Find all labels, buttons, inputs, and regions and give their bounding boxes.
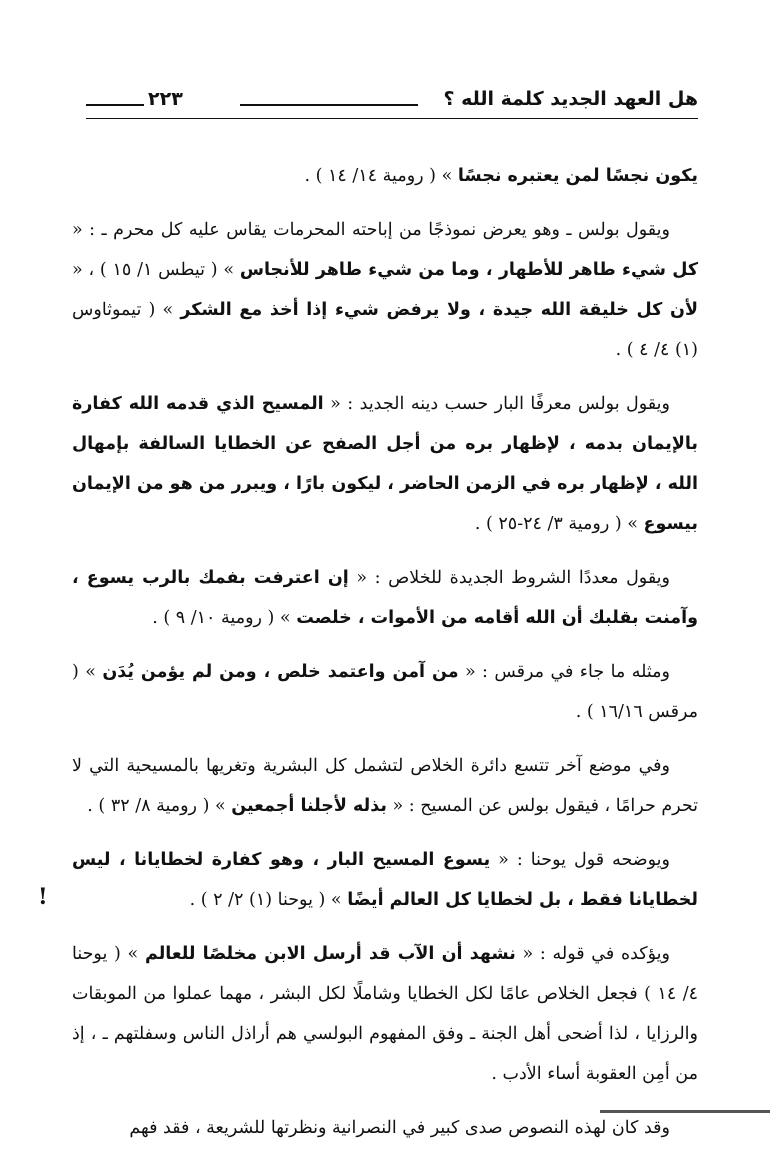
paragraph [72,210,698,370]
body-text-segment: » ( يوحنا ٤/ ١٤ ) فجعل الخلاص عامًا لكل الخطايا وشاملًا لكل البشر ، مهما عملوا من الموبقات والرزايا ، لذا أضحى أهل الجنة ـ وفق المفهوم البولسي هم أراذل الناس وسفلتهم ـ ، إذ من أمِن العقوبة أساء الأدب . [72,944,698,1084]
body-text-segment: ويؤكده في قوله : « [515,944,670,964]
header-rule [240,104,418,106]
body-text-segment: ومثله ما جاء في مرقس : « [458,662,670,682]
body-text-segment: » ( تيطس ١/ ١٥ ) ، « [72,260,240,280]
running-title: هل العهد الجديد كلمة الله ؟ [443,88,698,110]
body-text-segment: » ( يوحنا (١) ٢/ ٢ ) . [189,890,348,910]
body-text-segment: » ( رومية ١٤/ ١٤ ) . [304,166,458,186]
main-text [72,156,698,1162]
paragraph [72,384,698,544]
quoted-text: إن اعترفت بفمك بالرب يسوع ، وآمنت بقلبك أن الله أقامه من الأموات ، خلصت [72,568,698,628]
header-underline [86,118,698,119]
body-text-segment: وفي موضع آخر تتسع دائرة الخلاص لتشمل كل البشرية وتغريها بالمسيحية التي لا تحرم حرامًا ، فيقول بولس عن المسيح : « [72,756,698,816]
paragraph [72,558,698,638]
body-text-segment: » ( تيموثاوس (١) ٤/ ٤ ) . [72,300,698,360]
quoted-text: كل شيء طاهر للأطهار ، وما من شيء طاهر للأنجاس [239,260,698,280]
body-text-segment: ويقول بولس معرفًا البار حسب دينه الجديد : « [323,394,670,414]
body-text-segment: » ( رومية ٨/ ٣٢ ) . [87,796,232,816]
body-text-segment: وقد كان لهذه النصوص صدى كبير في النصرانية ونظرتها للشريعة ، فقد فهم [129,1118,670,1138]
quoted-text: يسوع المسيح البار ، وهو كفارة لخطايانا ، ليس لخطايانا فقط ، بل لخطايا كل العالم أيضًا [72,850,698,910]
paragraph [72,1108,698,1148]
running-header [86,82,698,122]
body-text-segment: ويقول بولس ـ وهو يعرض نموذجًا من إباحته المحرمات يقاس عليه كل محرم ـ : « [72,220,670,240]
page-number: ٢٢٣ [148,88,183,110]
quoted-text: من آمن واعتمد خلص ، ومن لم يؤمن يُدَن [102,662,459,682]
quoted-text: لأن كل خليقة الله جيدة ، ولا يرفض شيء إذا أخذ مع الشكر [180,300,698,320]
paragraph [72,746,698,826]
paragraph [72,934,698,1094]
quoted-text: نشهد أن الآب قد أرسل الابن مخلصًا للعالم [144,944,516,964]
margin-mark: ! [38,884,48,910]
body-text-segment: » ( رومية ٣/ ٢٤-٢٥ ) . [474,514,644,534]
quoted-text: المسيح الذي قدمه الله كفارة بالإيمان بدمه ، لإظهار بره من أجل الصفح عن الخطايا السالفة بإمهال الله ، لإظهار بره في الزمن الحاضر ، ليكون بارًا ، ويبرر من هو من الإيمان بيسوع [72,394,698,534]
quoted-text: بذله لأجلنا أجمعين [231,796,387,816]
quoted-text: يكون نجسًا لمن يعتبره نجسًا [457,166,698,186]
paragraph [72,156,698,196]
paragraph [72,652,698,732]
body-text-segment: ويقول معددًا الشروط الجديدة للخلاص : « [348,568,670,588]
paragraph [72,840,698,920]
header-rule [86,104,144,106]
body-text-segment: » ( مرقس ١٦/١٦ ) . [72,662,698,722]
bottom-rule [600,1110,770,1113]
body-text-segment: » ( رومية ١٠/ ٩ ) . [152,608,297,628]
body-text-segment: ويوضحه قول يوحنا : « [490,850,671,870]
